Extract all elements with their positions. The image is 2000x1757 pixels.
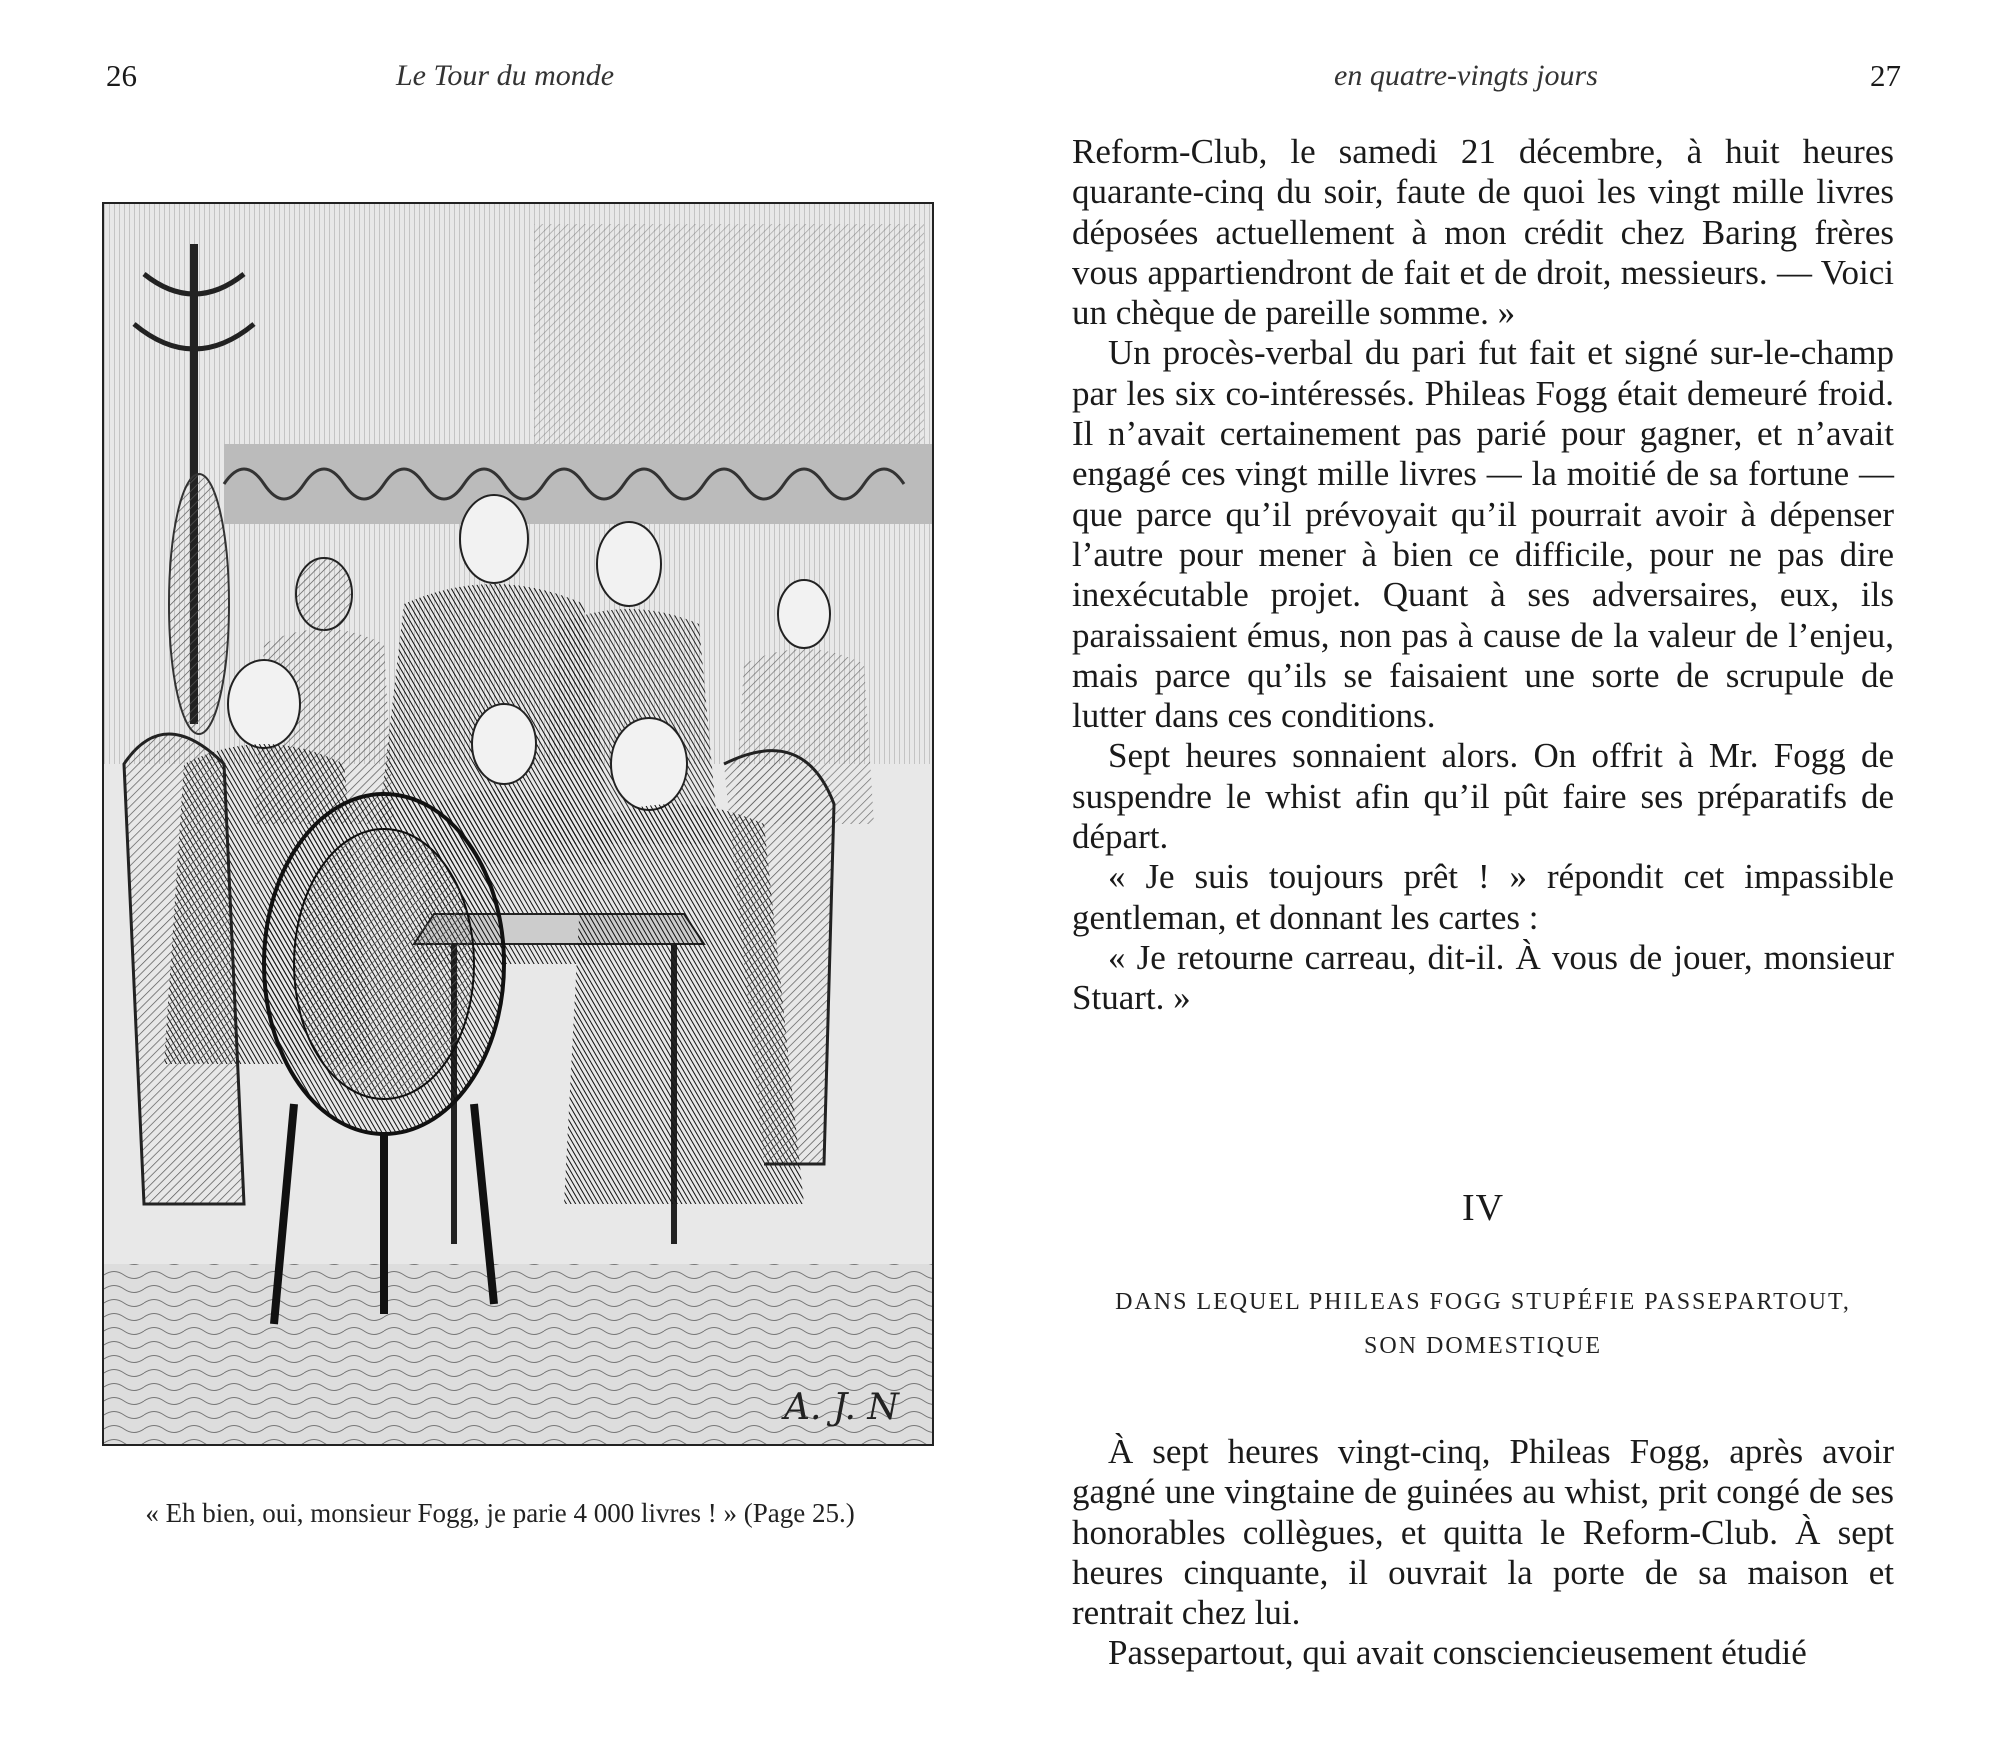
paragraph: « Je suis toujours prêt ! » répondit cet impassible gentleman, et donnant les cartes : <box>1072 857 1894 937</box>
right-running-title: en quatre-vingts jours <box>1334 59 1598 92</box>
right-page-number: 27 <box>1870 58 1901 93</box>
paragraph: Reform-Club, le samedi 21 décembre, à huit heures quarante-cinq du soir, faute de quoi les vingt mille livres déposées actuellement à mon crédit chez Baring frères vous appartiendront de fait et de droit, messieurs. — Voici un chèque de pareille somme. » <box>1072 132 1894 333</box>
chapter-number: IV <box>1461 1187 1505 1229</box>
paragraph: À sept heures vingt-cinq, Phileas Fogg, après avoir gagné une vingtaine de guinées au whist, prit congé de ses honorables collègues, et quitta le Reform-Club. À sept heures cinquante, il ouvrait la porte de sa maison et rentrait chez lui. <box>1072 1432 1894 1633</box>
chapter-title-line: SON DOMESTIQUE <box>1364 1333 1602 1359</box>
body-text-top <box>1072 132 1894 1019</box>
chapter-title-line: DANS LEQUEL PHILEAS FOGG STUPÉFIE PASSEPARTOUT, <box>1115 1289 1851 1315</box>
body-text-bottom <box>1072 1432 1894 1674</box>
right-page <box>1000 0 2000 1757</box>
paragraph: « Je retourne carreau, dit-il. À vous de jouer, monsieur Stuart. » <box>1072 937 1894 1018</box>
illustration-signature: A. J. N <box>784 1387 899 1428</box>
left-page-number: 26 <box>106 58 137 93</box>
engraving-illustration <box>102 202 934 1446</box>
paragraph: Passepartout, qui avait consciencieusement étudié <box>1108 1633 1807 1673</box>
chapter-title <box>1072 1280 1894 1368</box>
paragraph: Un procès-verbal du pari fut fait et signé sur-le-champ par les six co-intéressés. Phileas Fogg était demeuré froid. Il n’avait certainement pas parié pour gagner, et n’avait engagé ces vingt mille livres — la moitié de sa fortune — que parce qu’il prévoyait qu’il pourrait avoir à dépenser l’autre pour mener à bien ce difficile, pour ne pas dire inexécutable projet. Quant à ses adversaires, eux, ils paraissaient émus, non pas à cause de la valeur de l’enjeu, mais parce qu’ils se faisaient une sorte de scrupule de lutter dans ces conditions. <box>1072 333 1894 736</box>
left-running-title: Le Tour du monde <box>396 59 615 92</box>
illustration-caption: « Eh bien, oui, monsieur Fogg, je parie 4 000 livres ! » (Page 25.) <box>145 1498 855 1528</box>
whist-players-icon <box>104 204 932 1444</box>
paragraph: Sept heures sonnaient alors. On offrit à Mr. Fogg de suspendre le whist afin qu’il pût faire ses préparatifs de départ. <box>1072 736 1894 857</box>
